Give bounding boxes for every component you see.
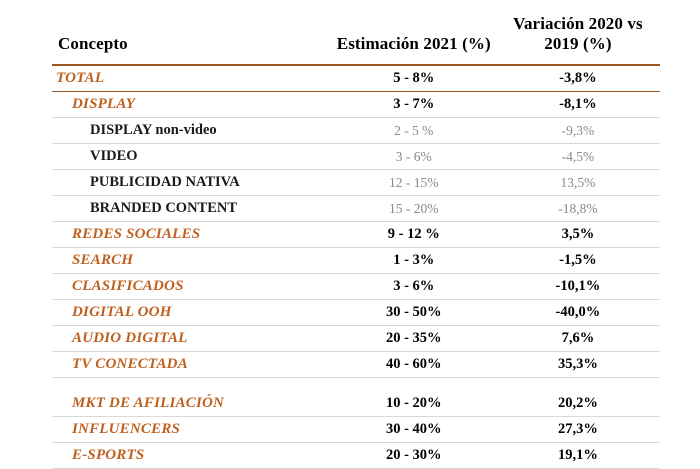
row-estimation: 20 - 30% (332, 443, 496, 469)
table-row (52, 222, 660, 248)
row-concept: PUBLICIDAD NATIVA (52, 170, 332, 196)
row-estimation: 2 - 5 % (332, 118, 496, 144)
table-spacer-row (52, 378, 660, 392)
column-header-estimacion: Estimación 2021 (%) (332, 8, 496, 65)
row-estimation: 12 - 15% (332, 170, 496, 196)
row-estimation: 1 - 3% (332, 248, 496, 274)
row-variation: 19,1% (496, 443, 660, 469)
table-header-row (52, 8, 660, 65)
row-estimation: 3 - 7% (332, 92, 496, 118)
row-estimation: 30 - 40% (332, 417, 496, 443)
row-estimation: 5 - 8% (332, 65, 496, 92)
row-estimation: 30 - 50% (332, 300, 496, 326)
row-variation: 7,6% (496, 326, 660, 352)
table-row (52, 326, 660, 352)
row-concept: INFLUENCERS (52, 417, 332, 443)
row-estimation: 3 - 6% (332, 144, 496, 170)
table-row (52, 65, 660, 92)
row-estimation: 3 - 6% (332, 274, 496, 300)
table-row (52, 170, 660, 196)
row-variation: -3,8% (496, 65, 660, 92)
row-concept: AUDIO DIGITAL (52, 326, 332, 352)
row-concept: DIGITAL OOH (52, 300, 332, 326)
row-variation: 27,3% (496, 417, 660, 443)
table-body (52, 65, 660, 469)
row-estimation: 40 - 60% (332, 352, 496, 378)
row-estimation: 20 - 35% (332, 326, 496, 352)
row-concept: VIDEO (52, 144, 332, 170)
row-concept: SEARCH (52, 248, 332, 274)
row-concept: BRANDED CONTENT (52, 196, 332, 222)
row-variation: -10,1% (496, 274, 660, 300)
row-concept: TOTAL (52, 65, 332, 92)
row-variation: -8,1% (496, 92, 660, 118)
row-variation: 35,3% (496, 352, 660, 378)
table-row (52, 118, 660, 144)
row-variation: -40,0% (496, 300, 660, 326)
digital-investment-table (52, 8, 660, 469)
table-row (52, 300, 660, 326)
table-header (52, 8, 660, 65)
row-concept: MKT DE AFILIACIÓN (52, 391, 332, 417)
table-row (52, 248, 660, 274)
table-row (52, 92, 660, 118)
table-row (52, 274, 660, 300)
row-concept: E-SPORTS (52, 443, 332, 469)
row-variation: 3,5% (496, 222, 660, 248)
row-estimation: 15 - 20% (332, 196, 496, 222)
row-estimation: 9 - 12 % (332, 222, 496, 248)
row-variation: -1,5% (496, 248, 660, 274)
table-row (52, 443, 660, 469)
row-variation: -4,5% (496, 144, 660, 170)
table-row (52, 417, 660, 443)
row-concept: DISPLAY (52, 92, 332, 118)
row-variation: -18,8% (496, 196, 660, 222)
table-row (52, 391, 660, 417)
table-row (52, 352, 660, 378)
table-row (52, 144, 660, 170)
row-variation: 13,5% (496, 170, 660, 196)
row-estimation: 10 - 20% (332, 391, 496, 417)
row-concept: CLASIFICADOS (52, 274, 332, 300)
table-row (52, 196, 660, 222)
row-variation: 20,2% (496, 391, 660, 417)
row-variation: -9,3% (496, 118, 660, 144)
spacer-cell (52, 378, 660, 392)
row-concept: TV CONECTADA (52, 352, 332, 378)
column-header-variacion: Variación 2020 vs 2019 (%) (496, 8, 660, 65)
row-concept: REDES SOCIALES (52, 222, 332, 248)
row-concept: DISPLAY non-video (52, 118, 332, 144)
column-header-concepto: Concepto (52, 8, 332, 65)
